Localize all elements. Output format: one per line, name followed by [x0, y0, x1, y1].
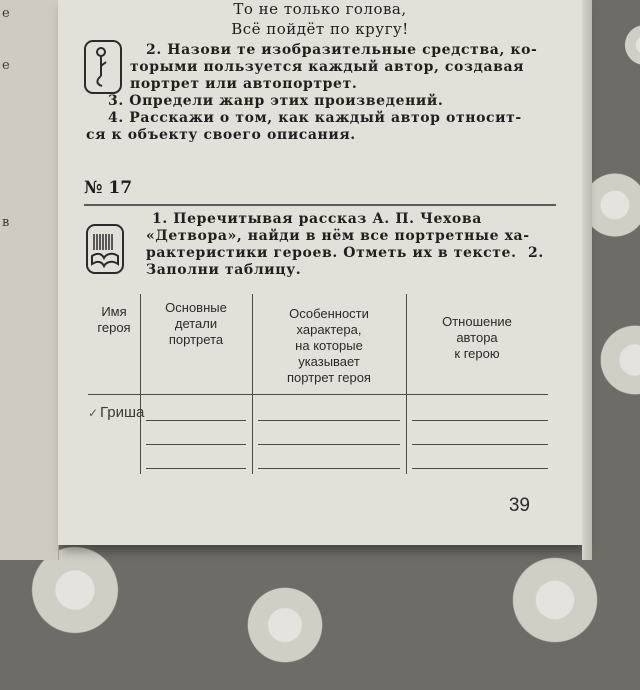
check-mark: ✓: [88, 406, 99, 420]
header-line: характера,: [296, 322, 362, 337]
task-line: ся к объекту своего описания.: [86, 127, 356, 143]
table-row-line: [258, 468, 400, 469]
book-icon: [86, 224, 124, 274]
header-line: портрет героя: [287, 370, 371, 385]
task-line: 2. Заполни таблицу.: [146, 245, 544, 278]
task-line: 4. Расскажи о том, как каждый автор относит-: [108, 110, 522, 126]
task-line: 2. Назови те изобразительные средства, ко-: [146, 42, 538, 58]
portrait-table: [88, 294, 548, 474]
header-line: Отношение: [442, 314, 512, 329]
header-line: на которые: [295, 338, 363, 353]
header-line: Имя: [101, 304, 127, 319]
header-line: к герою: [454, 346, 500, 361]
header-line: портрета: [168, 332, 224, 347]
table-row-line: [146, 444, 246, 445]
table-header-attitude: [406, 314, 548, 362]
table-row-line: [258, 420, 400, 421]
table-row-line: [412, 420, 548, 421]
poem-line: То не только голова,: [233, 0, 407, 18]
poem-line: Всё пойдёт по кругу!: [231, 20, 409, 38]
left-page-char: е: [2, 6, 10, 21]
fabric-flower: [220, 560, 350, 690]
handwritten-hero-name: Гриша: [100, 404, 145, 421]
fabric-flower: [470, 540, 640, 660]
section-divider: [84, 204, 556, 206]
header-line: указывает: [298, 354, 360, 369]
task-line: рактеристики героев. Отметь их в тексте.: [146, 245, 517, 261]
table-header-name: [88, 304, 140, 336]
left-page-char: е: [2, 58, 10, 73]
table-header-line: [88, 394, 548, 395]
header-line: Основные: [165, 300, 227, 315]
header-line: детали: [174, 316, 218, 331]
task-line: «Детвора», найди в нём все портретные ха-: [146, 228, 530, 244]
table-header-details: [140, 300, 252, 348]
task-line: торыми пользуется каждый автор, создавая: [130, 59, 525, 75]
left-page-char: в: [2, 215, 10, 230]
exercise-number: № 17: [84, 178, 133, 198]
table-row-line: [412, 444, 548, 445]
table-row-line: [146, 420, 246, 421]
table-row-line: [412, 468, 548, 469]
task-line: 1. Перечитывая рассказ А. П. Чехова: [152, 211, 482, 227]
fabric-flower: [610, 10, 640, 80]
task-line: 3. Определи жанр этих произведений.: [108, 93, 444, 109]
table-row-line: [258, 444, 400, 445]
workbook-page: [58, 0, 582, 545]
task-line: портрет или автопортрет.: [130, 76, 358, 92]
tasks-block: [86, 42, 556, 144]
header-line: героя: [97, 320, 131, 335]
exercise-17-tasks: [146, 211, 556, 279]
left-page-edge: [0, 0, 59, 560]
page-number: 39: [508, 495, 530, 516]
table-header-character: [252, 306, 406, 386]
header-line: автора: [456, 330, 498, 345]
header-line: Особенности: [289, 306, 369, 321]
table-row-line: [146, 468, 246, 469]
